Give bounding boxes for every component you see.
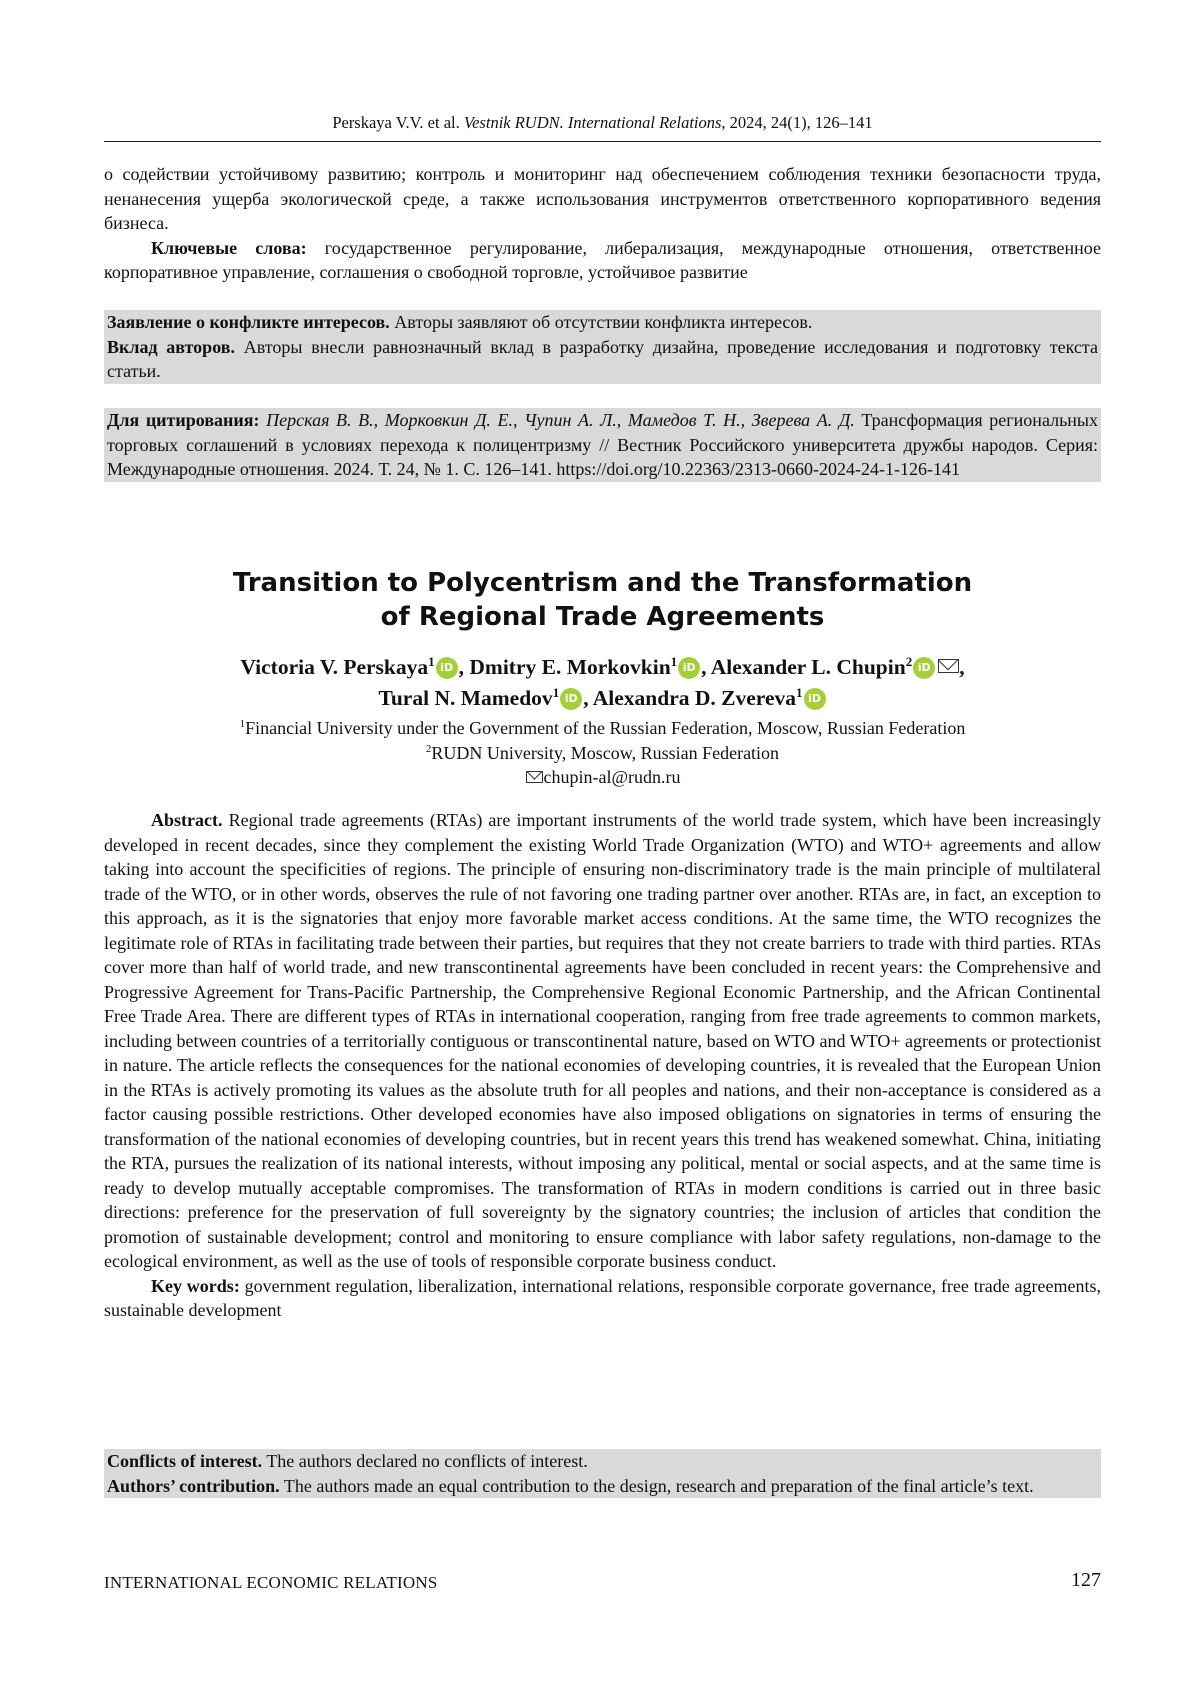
ru-conflict-text: Авторы заявляют об отсутствии конфликта интересов. (390, 312, 813, 332)
envelope-icon (526, 771, 543, 783)
orcid-icon[interactable]: iD (678, 657, 700, 679)
abstract-text: Regional trade agreements (RTAs) are important instruments of the world trade system, which have been increasingly developed in recent decades, since they complement the existing World Trade Organization (WTO) and WTO+ agreements and allow taking into account the specificities of regions. The principle of ensuring non-discriminatory trade is the main principle of multilateral trade of the WTO, or in other words, observes the rule of not favoring one trading partner over another. RTAs are, in fact, an exception to this approach, as it is the signatories that enjoy more favorable market access conditions. At the same time, the WTO recognizes the legitimate role of RTAs in facilitating trade between their parties, but requires that they not create barriers to trade with third parties. RTAs cover more than half of world trade, and new transcontinental agreements have been concluded in recent years: the Comprehensive and Progressive Agreement for Trans-Pacific Partnership, the Comprehensive Regional Economic Partnership, and the African Continental Free Trade Area. There are different types of RTAs in international cooperation, ranging from free trade agreements to common markets, including between countries of a territorially contiguous or transcontinental nature, based on WTO and WTO+ agreements or protectionist in nature. The article reflects the consequences for the national economies of developing countries, it is revealed that the European Union in the RTAs is actively promoting its values as the absolute truth for all peoples and nations, and their non-acceptance is considered as a factor causing possible restrictions. Other developed economies have also imposed obligations on signatories in terms of ensuring the transformation of the national economies of developing countries, but in recent years this trend has weakened somewhat. China, initiating the RTA, pursues the realization of its national interests, without imposing any political, mental or social aspects, and at the same time is ready to develop mutually acceptable compromises. The transformation of RTAs in modern conditions is carried out in three basic directions: preference for the preservation of full sovereignty by the signatory countries; the inclusion of articles that condition the promotion of sustainable development; control and monitoring to ensure compliance with labor safety regulations, non-damage to the ecological environment, as well as the use of tools of responsible corporate business conduct. (104, 810, 1101, 1271)
author-name: Tural N. Mamedov (378, 686, 552, 710)
author-affiliation-mark: 1 (671, 654, 678, 669)
affiliations (104, 716, 1101, 790)
running-head-authors: Perskaya V.V. et al. (332, 113, 459, 132)
affiliation-1 (104, 716, 1101, 741)
author-affiliation-mark: 1 (553, 685, 560, 700)
footer-section-title: INTERNATIONAL ECONOMIC RELATIONS (104, 1573, 437, 1593)
ru-keywords (104, 236, 1101, 285)
running-head-journal: Vestnik RUDN. International Relations (464, 113, 722, 132)
affiliation-number: 2 (426, 743, 432, 755)
orcid-icon[interactable]: iD (804, 688, 826, 710)
email-link[interactable]: chupin-al@rudn.ru (543, 767, 680, 787)
contact-email (104, 765, 1101, 790)
orcid-icon[interactable]: iD (436, 657, 458, 679)
keywords-label: Key words: (151, 1276, 240, 1296)
ru-conflict-label: Заявление о конфликте интересов. (107, 312, 390, 332)
orcid-icon[interactable]: iD (560, 688, 582, 710)
running-head (104, 113, 1101, 133)
conflict-label: Conflicts of interest. (107, 1451, 262, 1471)
affiliation-text: RUDN University, Moscow, Russian Federation (431, 743, 779, 763)
author-list (104, 652, 1101, 714)
author-name: Alexander L. Chupin (711, 655, 906, 679)
affiliation-number: 1 (240, 718, 246, 730)
ru-citation (107, 408, 1098, 482)
title-line-2: of Regional Trade Agreements (104, 600, 1101, 634)
author-affiliation-mark: 2 (906, 654, 913, 669)
author-name: Alexandra D. Zvereva (593, 686, 796, 710)
keywords (104, 1274, 1101, 1323)
abstract (104, 808, 1101, 1274)
ru-citation-authors: Перская В. В., Морковкин Д. Е., Чупин А. Л., Мамедов Т. Н., Зверева А. Д. (266, 410, 855, 430)
affiliation-2 (104, 741, 1101, 766)
declarations-box (104, 1449, 1101, 1498)
author-name: Dmitry E. Morkovkin (469, 655, 670, 679)
ru-abstract-block (104, 162, 1101, 285)
conflict-statement (107, 1449, 1098, 1474)
running-head-issue: , 2024, 24(1), 126–141 (721, 113, 872, 132)
contribution-label: Authors’ contribution. (107, 1476, 280, 1496)
author-line-1: Victoria V. Perskaya1 iD , Dmitry E. Morkovkin1 iD , Alexander L. Chupin2 iD , (104, 652, 1101, 683)
contribution-statement (107, 1474, 1098, 1499)
orcid-icon[interactable]: iD (913, 657, 935, 679)
ru-abstract-tail: о содействии устойчивому развитию; контроль и мониторинг над обеспечением соблюдения техники безопасности труда, ненанесения ущерба экологической среде, а также использования инструментов ответственного корпоративного ведения бизнеса. (104, 162, 1101, 236)
author-affiliation-mark: 1 (428, 654, 435, 669)
ru-contribution-statement (107, 335, 1098, 384)
ru-declarations-box (104, 310, 1101, 384)
author-affiliation-mark: 1 (796, 685, 803, 700)
ru-keywords-text: государственное регулирование, либерализация, международные отношения, ответственное корпоративное управление, соглашения о свободной торговле, устойчивое развитие (104, 238, 1101, 283)
ru-contribution-text: Авторы внесли равнозначный вклад в разработку дизайна, проведение исследования и подготовку текста статьи. (107, 337, 1098, 382)
keywords-text: government regulation, liberalization, international relations, responsible corporate governance, free trade agreements, sustainable development (104, 1276, 1101, 1321)
ru-contribution-label: Вклад авторов. (107, 337, 235, 357)
author-line-2: Tural N. Mamedov1 iD , Alexandra D. Zvereva1 iD (104, 683, 1101, 714)
ru-conflict-statement (107, 310, 1098, 335)
envelope-icon[interactable] (938, 659, 959, 673)
header-divider (104, 141, 1101, 142)
ru-keywords-label: Ключевые слова: (151, 238, 307, 258)
abstract-label: Abstract. (151, 810, 222, 830)
article-title (104, 566, 1101, 634)
ru-citation-text: Трансформация региональных торговых соглашений в условиях перехода к полицентризму // Вестник Российского университета дружбы народов. Серия: Международные отношения. 2024. Т. 24, № 1. С. 126–141. https://doi.org/10.22363/2313-0660-2024-24-1-126-141 (107, 410, 1098, 479)
conflict-text: The authors declared no conflicts of interest. (262, 1451, 588, 1471)
en-abstract-block (104, 808, 1101, 1323)
ru-citation-box (104, 408, 1101, 482)
contribution-text: The authors made an equal contribution to the design, research and preparation of the final article’s text. (280, 1476, 1034, 1496)
title-line-1: Transition to Polycentrism and the Transformation (104, 566, 1101, 600)
affiliation-text: Financial University under the Government of the Russian Federation, Moscow, Russian Federation (245, 718, 965, 738)
author-name: Victoria V. Perskaya (240, 655, 428, 679)
ru-citation-label: Для цитирования: (107, 410, 260, 430)
page-number: 127 (1071, 1569, 1101, 1592)
